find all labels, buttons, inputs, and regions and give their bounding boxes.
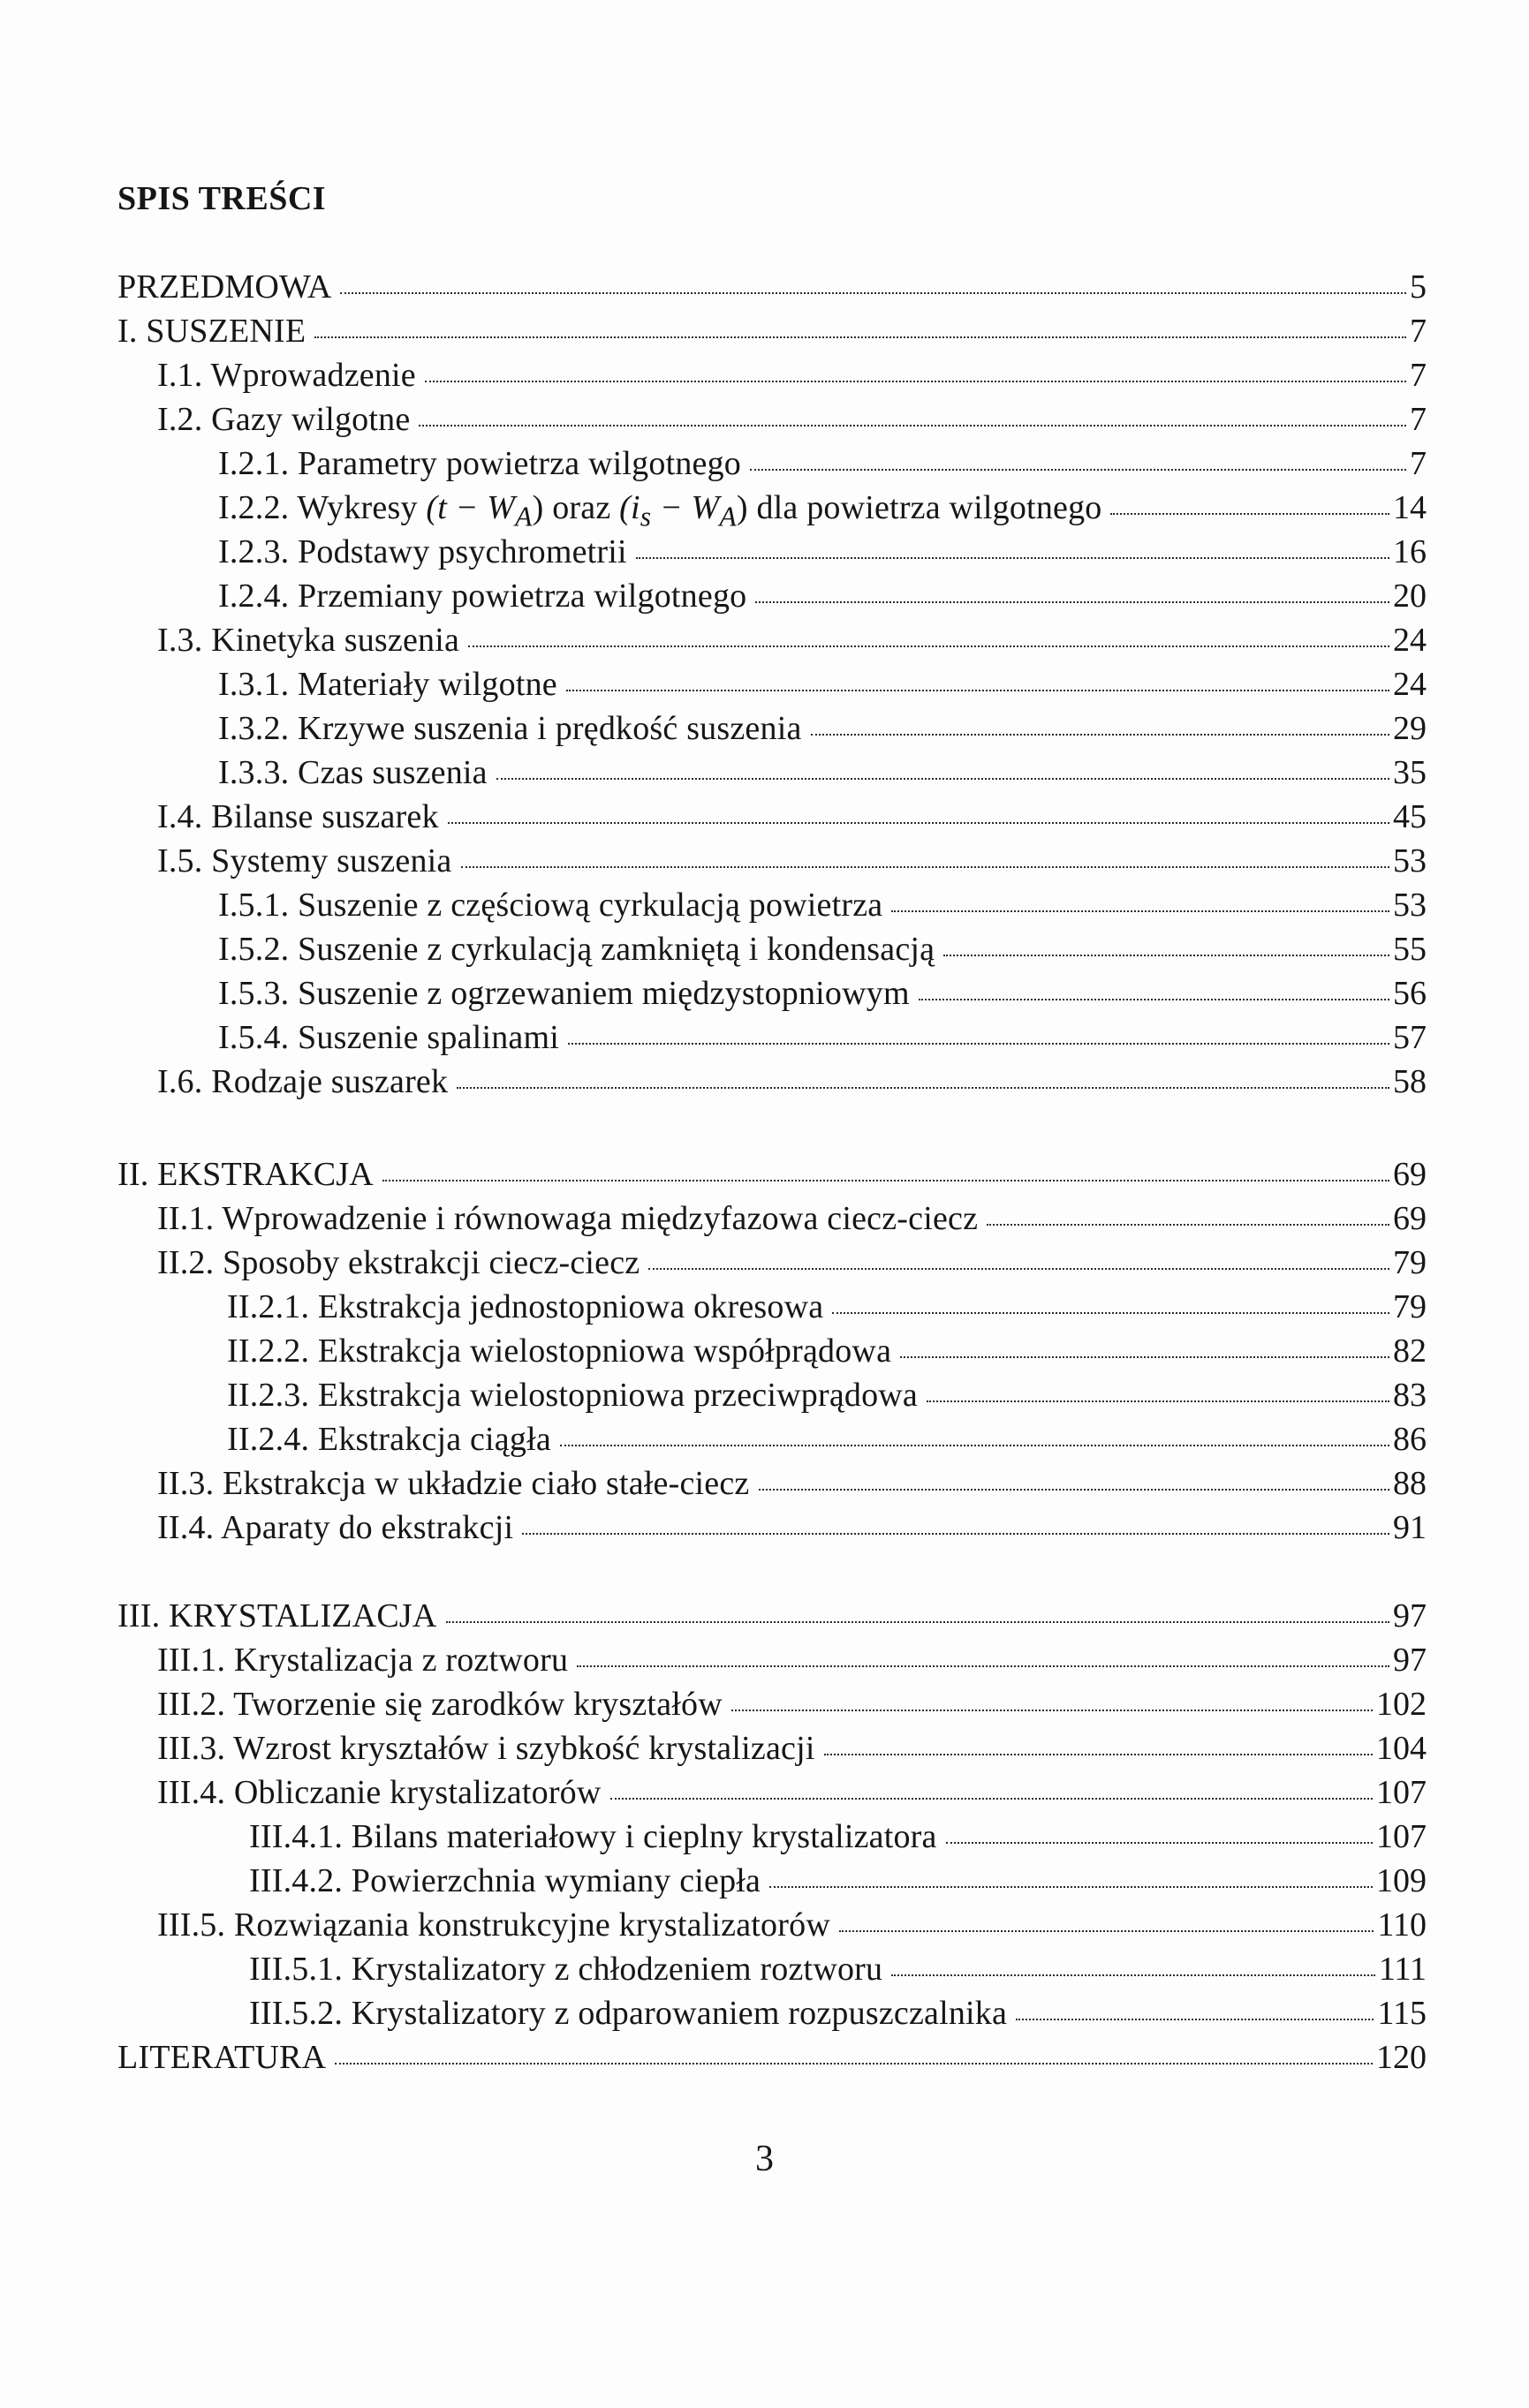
toc-entry-title: I.2.4. Przemiany powietrza wilgotnego <box>218 577 747 615</box>
dot-leader <box>446 1621 1389 1623</box>
dot-leader <box>566 690 1389 691</box>
math-part: (t − W <box>426 489 516 526</box>
toc-entry-ekstrakcja[interactable] <box>117 1152 1427 1196</box>
page-number: 3 <box>755 2139 774 2179</box>
toc-entry-1-1[interactable] <box>157 353 1427 397</box>
math-subscript: s <box>640 501 652 532</box>
toc-entry-title: LITERATURA <box>117 2039 327 2076</box>
dot-leader <box>560 1445 1389 1446</box>
dot-leader <box>340 292 1406 294</box>
toc-entry-page: 24 <box>1393 622 1427 659</box>
toc-entry-title: III.5.2. Krystalizatory z odparowaniem rozpuszczalnika <box>249 1995 1008 2032</box>
toc-entry-title: III.5.1. Krystalizatory z chłodzeniem roztworu <box>249 1951 883 1988</box>
toc-entry-title: I.1. Wprowadzenie <box>157 357 416 394</box>
dot-leader <box>891 1974 1375 1976</box>
toc-entry-page: 109 <box>1376 1862 1427 1899</box>
toc-entry-1-2-4[interactable] <box>218 574 1427 618</box>
toc-entry-3-5[interactable] <box>157 1903 1427 1947</box>
math-part: ) <box>736 489 748 526</box>
dot-leader <box>839 1930 1374 1932</box>
toc-entry-1-3-2[interactable] <box>218 706 1427 751</box>
toc-entry-page: 14 <box>1393 489 1427 526</box>
toc-entry-3-1[interactable] <box>157 1638 1427 1682</box>
toc-entry-title: III.4. Obliczanie krystalizatorów <box>157 1774 602 1811</box>
toc-entry-title: II.2.4. Ekstrakcja ciągła <box>227 1421 551 1458</box>
dot-leader <box>577 1665 1389 1667</box>
dot-leader <box>769 1886 1373 1888</box>
toc-entry-page: 7 <box>1410 445 1427 482</box>
toc-entry-title: I. SUSZENIE <box>117 313 307 350</box>
math-expression <box>426 489 748 532</box>
toc-entry-page: 86 <box>1393 1421 1427 1458</box>
toc-entry-title: II.2.1. Ekstrakcja jednostopniowa okresowa <box>227 1288 824 1325</box>
dot-leader <box>610 1798 1373 1800</box>
dot-leader <box>457 1087 1389 1089</box>
toc-entry-3-4[interactable] <box>157 1770 1427 1815</box>
math-part: − W <box>651 489 720 526</box>
toc-entry-title: I.5.1. Suszenie z częściową cyrkulacją powietrza <box>218 887 883 924</box>
dot-leader <box>1110 513 1389 515</box>
toc-entry-title: I.5. Systemy suszenia <box>157 842 452 879</box>
toc-entry-page: 110 <box>1377 1906 1427 1944</box>
dot-leader <box>731 1710 1373 1711</box>
dot-leader <box>419 425 1406 426</box>
toc-entry-1-2-2[interactable] <box>218 486 1427 530</box>
dot-leader <box>891 910 1389 912</box>
toc-entry-title: II.4. Aparaty do ekstrakcji <box>157 1509 514 1546</box>
toc-entry-page: 69 <box>1393 1156 1427 1193</box>
toc-entry-page: 55 <box>1393 931 1427 968</box>
toc-entry-title: III.2. Tworzenie się zarodków kryształów <box>157 1686 723 1723</box>
toc-entry-title: I.2.1. Parametry powietrza wilgotnego <box>218 445 742 482</box>
toc-entry-3-2[interactable] <box>157 1682 1427 1726</box>
dot-leader <box>468 645 1389 647</box>
toc-entry-3-4-1[interactable] <box>249 1815 1427 1859</box>
toc-entry-page: 7 <box>1410 401 1427 438</box>
toc-entry-title: I.5.2. Suszenie z cyrkulacją zamkniętą i kondensacją <box>218 931 935 968</box>
toc-entry-literatura[interactable] <box>117 2035 1427 2080</box>
toc-entry-1-4[interactable] <box>157 795 1427 839</box>
toc-entry-title: III.4.2. Powierzchnia wymiany ciepła <box>249 1862 761 1899</box>
toc-entry-page: 79 <box>1393 1244 1427 1281</box>
dot-leader <box>314 336 1406 338</box>
toc-entry-title: I.5.3. Suszenie z ogrzewaniem międzystopniowym <box>218 975 910 1012</box>
toc-entry-title: III.1. Krystalizacja z roztworu <box>157 1642 569 1679</box>
toc-entry-1-5-4[interactable] <box>218 1015 1427 1060</box>
dot-leader <box>335 2063 1373 2065</box>
toc-entry-page: 35 <box>1393 754 1427 791</box>
toc-entry-2-3[interactable] <box>157 1461 1427 1506</box>
toc-entry-title: III.5. Rozwiązania konstrukcyjne krystalizatorów <box>157 1906 830 1944</box>
toc-entry-title: II.2.2. Ekstrakcja wielostopniowa współprądowa <box>227 1332 892 1370</box>
toc-entry-page: 20 <box>1393 577 1427 615</box>
toc-entry-page: 97 <box>1393 1642 1427 1679</box>
toc-entry-page: 69 <box>1393 1200 1427 1237</box>
dot-leader <box>759 1489 1390 1491</box>
toc-entry-1-5-2[interactable] <box>218 927 1427 971</box>
toc-entry-1-2-3[interactable] <box>218 530 1427 574</box>
toc-entry-3-5-1[interactable] <box>249 1947 1427 1991</box>
toc-entry-page: 5 <box>1410 268 1427 306</box>
dot-leader <box>750 469 1406 471</box>
dot-leader <box>919 999 1389 1000</box>
toc-entry-1-3[interactable] <box>157 618 1427 662</box>
toc-entry-title: I.5.4. Suszenie spalinami <box>218 1019 559 1056</box>
toc-entry-title: I.3.1. Materiały wilgotne <box>218 666 557 703</box>
toc-entry-title: II. EKSTRAKCJA <box>117 1156 374 1193</box>
dot-leader <box>832 1312 1389 1314</box>
toc-entry-title: II.3. Ekstrakcja w układzie ciało stałe-ciecz <box>157 1465 750 1502</box>
toc-entry-page: 82 <box>1393 1332 1427 1370</box>
dot-leader <box>946 1842 1373 1844</box>
dot-leader <box>382 1180 1389 1181</box>
dot-leader <box>425 381 1406 382</box>
dot-leader <box>448 822 1389 824</box>
toc-entry-title: I.4. Bilanse suszarek <box>157 798 439 835</box>
toc-entry-page: 115 <box>1377 1995 1427 2032</box>
dot-leader <box>568 1043 1389 1045</box>
dot-leader <box>1016 2019 1374 2020</box>
toc-entry-1-3-3[interactable] <box>218 751 1427 795</box>
toc-entry-page: 7 <box>1410 313 1427 350</box>
dot-leader <box>927 1400 1389 1402</box>
toc-entry-page: 29 <box>1393 710 1427 747</box>
toc-entry-przedmowa[interactable] <box>117 265 1427 309</box>
toc-entry-3-5-2[interactable] <box>249 1991 1427 2035</box>
toc-entry-2-2[interactable] <box>157 1241 1427 1285</box>
toc-entry-suszenie[interactable] <box>117 309 1427 353</box>
dot-leader <box>636 557 1389 559</box>
toc-entry-page: 58 <box>1393 1063 1427 1100</box>
math-part: (i <box>619 489 640 526</box>
toc-entry-2-1[interactable] <box>157 1196 1427 1241</box>
toc-entry-page: 107 <box>1376 1774 1427 1811</box>
toc-entry-page: 120 <box>1376 2039 1427 2076</box>
dot-leader <box>496 778 1389 780</box>
toc-entry-title: I.2. Gazy wilgotne <box>157 401 411 438</box>
toc-entry-page: 53 <box>1393 887 1427 924</box>
toc-entry-2-2-1[interactable] <box>227 1285 1427 1329</box>
title-text: I.2.2. Wykresy <box>218 489 427 526</box>
toc-entry-title: III. KRYSTALIZACJA <box>117 1597 437 1634</box>
toc-entry-2-2-2[interactable] <box>227 1329 1427 1373</box>
toc-entry-1-5-1[interactable] <box>218 883 1427 927</box>
dot-leader <box>824 1754 1373 1755</box>
dot-leader <box>900 1356 1389 1358</box>
toc-entry-page: 97 <box>1393 1597 1427 1634</box>
toc-entry-page: 102 <box>1376 1686 1427 1723</box>
toc-entry-page: 83 <box>1393 1377 1427 1414</box>
toc-entry-title: I.2.3. Podstawy psychrometrii <box>218 533 627 570</box>
toc-entry-1-3-1[interactable] <box>218 662 1427 706</box>
dot-leader <box>987 1224 1389 1226</box>
math-subscript: A <box>515 501 533 532</box>
math-part: ) oraz <box>532 489 620 526</box>
dot-leader <box>811 734 1389 736</box>
toc-entry-2-2-3[interactable] <box>227 1373 1427 1417</box>
toc-entry-2-2-4[interactable] <box>227 1417 1427 1461</box>
toc-entry-page: 56 <box>1393 975 1427 1012</box>
toc-entry-page: 79 <box>1393 1288 1427 1325</box>
toc-entry-title: PRZEDMOWA <box>117 268 332 306</box>
toc-entry-2-4[interactable] <box>157 1506 1427 1550</box>
page-title: SPIS TREŚCI <box>117 180 327 217</box>
title-text: dla powietrza wilgotnego <box>747 489 1102 526</box>
dot-leader <box>943 955 1389 956</box>
toc-entry-title: II.1. Wprowadzenie i równowaga międzyfazowa ciecz-ciecz <box>157 1200 979 1237</box>
toc-entry-page: 111 <box>1378 1951 1427 1988</box>
toc-entry-page: 57 <box>1393 1019 1427 1056</box>
toc-entry-title: II.2.3. Ekstrakcja wielostopniowa przeciwprądowa <box>227 1377 918 1414</box>
dot-leader <box>755 601 1389 603</box>
dot-leader <box>522 1533 1389 1535</box>
toc-entry-krystalizacja[interactable] <box>117 1594 1427 1638</box>
toc-entry-page: 53 <box>1393 842 1427 879</box>
toc-entry-3-3[interactable] <box>157 1726 1427 1770</box>
math-subscript: A <box>719 501 737 532</box>
toc-entry-page: 104 <box>1376 1730 1427 1767</box>
toc-entry-title: III.4.1. Bilans materiałowy i cieplny krystalizatora <box>249 1818 937 1855</box>
toc-entry-3-4-2[interactable] <box>249 1859 1427 1903</box>
toc-entry-title: I.3.2. Krzywe suszenia i prędkość suszenia <box>218 710 802 747</box>
toc-entry-title: III.3. Wzrost kryształów i szybkość krystalizacji <box>157 1730 815 1767</box>
toc-entry-1-2[interactable] <box>157 397 1427 442</box>
dot-leader <box>648 1268 1389 1270</box>
toc-entry-page: 45 <box>1393 798 1427 835</box>
toc-entry-page: 91 <box>1393 1509 1427 1546</box>
toc-entry-1-5[interactable] <box>157 839 1427 883</box>
toc-entry-title: II.2. Sposoby ekstrakcji ciecz-ciecz <box>157 1244 640 1281</box>
toc-entry-page: 7 <box>1410 357 1427 394</box>
toc-entry-title: I.6. Rodzaje suszarek <box>157 1063 449 1100</box>
toc-entry-page: 88 <box>1393 1465 1427 1502</box>
toc-entry-1-5-3[interactable] <box>218 971 1427 1015</box>
toc-entry-1-2-1[interactable] <box>218 442 1427 486</box>
toc-entry-1-6[interactable] <box>157 1060 1427 1104</box>
toc-entry-page: 107 <box>1376 1818 1427 1855</box>
dot-leader <box>461 866 1390 868</box>
toc-entry-page: 16 <box>1393 533 1427 570</box>
toc-entry-title: I.3.3. Czas suszenia <box>218 754 488 791</box>
toc-entry-title: I.3. Kinetyka suszenia <box>157 622 460 659</box>
toc-entry-page: 24 <box>1393 666 1427 703</box>
